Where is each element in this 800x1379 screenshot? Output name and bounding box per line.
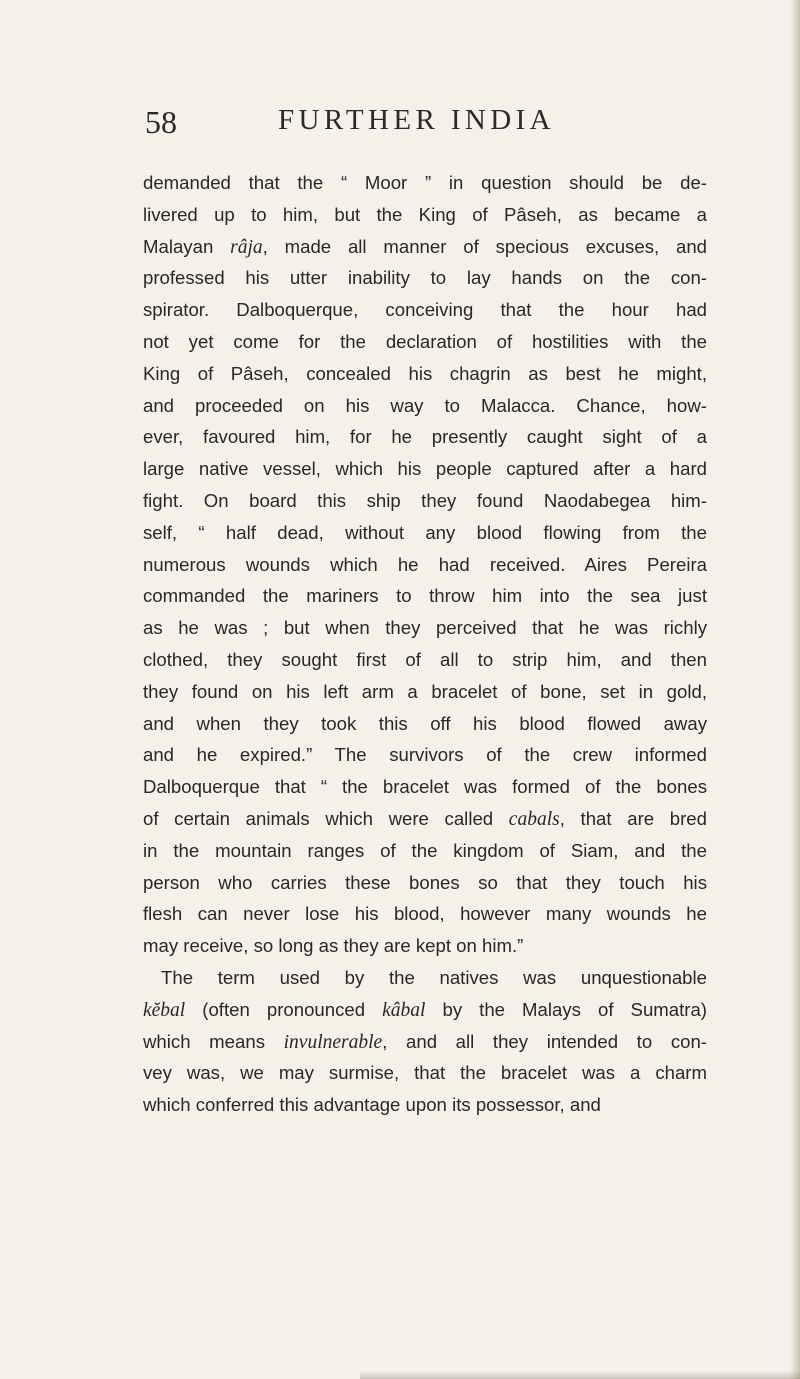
text-line (143, 1026, 707, 1058)
text-run: of certain animals which were called (143, 807, 509, 829)
text-line (143, 549, 707, 581)
text-line (143, 517, 707, 549)
text-run: demanded that the “ Moor ” in question should be de- (143, 172, 707, 193)
body-text (143, 167, 707, 1121)
text-line (143, 739, 707, 771)
text-line (143, 421, 707, 453)
text-run: The term used by the natives was unquestionable (161, 966, 707, 988)
text-run: livered up to him, but the King of Pâseh, as became a (143, 203, 707, 225)
text-line (143, 1057, 707, 1089)
text-line (143, 262, 707, 294)
running-header (145, 104, 695, 144)
text-run: and he expired.” The survivors of the crew informed (143, 744, 707, 766)
text-run: fight. On board this ship they found Naodabegea him- (143, 489, 707, 511)
text-line (143, 835, 707, 867)
text-run: , made all manner of specious excuses, and (262, 235, 707, 257)
text-line (143, 771, 707, 803)
text-run: King of Pâseh, concealed his chagrin as best he might, (143, 362, 707, 384)
text-line (143, 1089, 707, 1121)
text-run: Dalboquerque that “ the bracelet was formed of the bones (143, 776, 707, 798)
text-run: numerous wounds which he had received. Aires Pereira (143, 553, 707, 575)
text-line (143, 676, 707, 708)
text-run: , and all they intended to con- (382, 1030, 708, 1052)
text-line (143, 898, 707, 930)
text-line (143, 994, 707, 1026)
text-run: may receive, so long as they are kept on him.” (143, 935, 524, 957)
text-line (143, 167, 707, 199)
text-line (143, 358, 707, 390)
text-line (143, 453, 707, 485)
italic-term: cabals (508, 808, 560, 830)
text-line (143, 485, 707, 517)
text-line (143, 930, 707, 962)
italic-term: invulnerable (283, 1031, 383, 1053)
text-line (143, 580, 707, 612)
text-run: clothed, they sought first of all to strip him, and then (143, 648, 707, 670)
text-run: commanded the mariners to throw him into the sea just (143, 585, 707, 607)
text-line (143, 199, 707, 231)
text-run: ever, favoured him, for he presently caught sight of a (143, 426, 707, 448)
page-shadow (360, 1371, 800, 1379)
text-line (143, 644, 707, 676)
text-line (143, 612, 707, 644)
text-line (143, 867, 707, 899)
text-run: large native vessel, which his people captured after a hard (143, 458, 707, 480)
text-run: by the Malays of Sumatra) (425, 998, 707, 1020)
text-line (143, 231, 707, 263)
text-line (143, 708, 707, 740)
text-run: which means (143, 1030, 284, 1052)
text-run: , that are bred (559, 807, 707, 829)
text-run: and when they took this off his blood flowed away (143, 712, 707, 734)
italic-term: kâbal (382, 999, 426, 1021)
text-line (143, 962, 707, 994)
text-run: professed his utter inability to lay hands on the con- (143, 267, 707, 289)
text-run: vey was, we may surmise, that the bracelet was a charm (143, 1062, 707, 1084)
text-run: as he was ; but when they perceived that he was richly (143, 617, 707, 639)
page-number: 58 (145, 104, 177, 140)
text-run: and proceeded on his way to Malacca. Chance, how- (143, 394, 707, 416)
text-line (143, 326, 707, 358)
text-run: self, “ half dead, without any blood flowing from the (143, 521, 707, 543)
text-line (143, 803, 707, 835)
italic-term: kĕbal (143, 999, 186, 1021)
text-run: not yet come for the declaration of hostilities with the (143, 330, 707, 352)
text-run: Malayan (143, 235, 231, 257)
text-run: (often pronounced (185, 998, 383, 1020)
text-run: they found on his left arm a bracelet of bone, set in gold, (143, 680, 707, 702)
page-edge (790, 0, 800, 1379)
text-run: spirator. Dalboquerque, conceiving that the hour had (143, 299, 707, 321)
italic-term: râja (230, 236, 263, 258)
text-line (143, 294, 707, 326)
text-run: person who carries these bones so that they touch his (143, 871, 707, 893)
text-run: flesh can never lose his blood, however many wounds he (143, 903, 707, 925)
text-line (143, 390, 707, 422)
running-title: FURTHER INDIA (278, 104, 555, 136)
text-run: in the mountain ranges of the kingdom of Siam, and the (143, 839, 707, 861)
text-run: which conferred this advantage upon its possessor, and (143, 1094, 601, 1116)
